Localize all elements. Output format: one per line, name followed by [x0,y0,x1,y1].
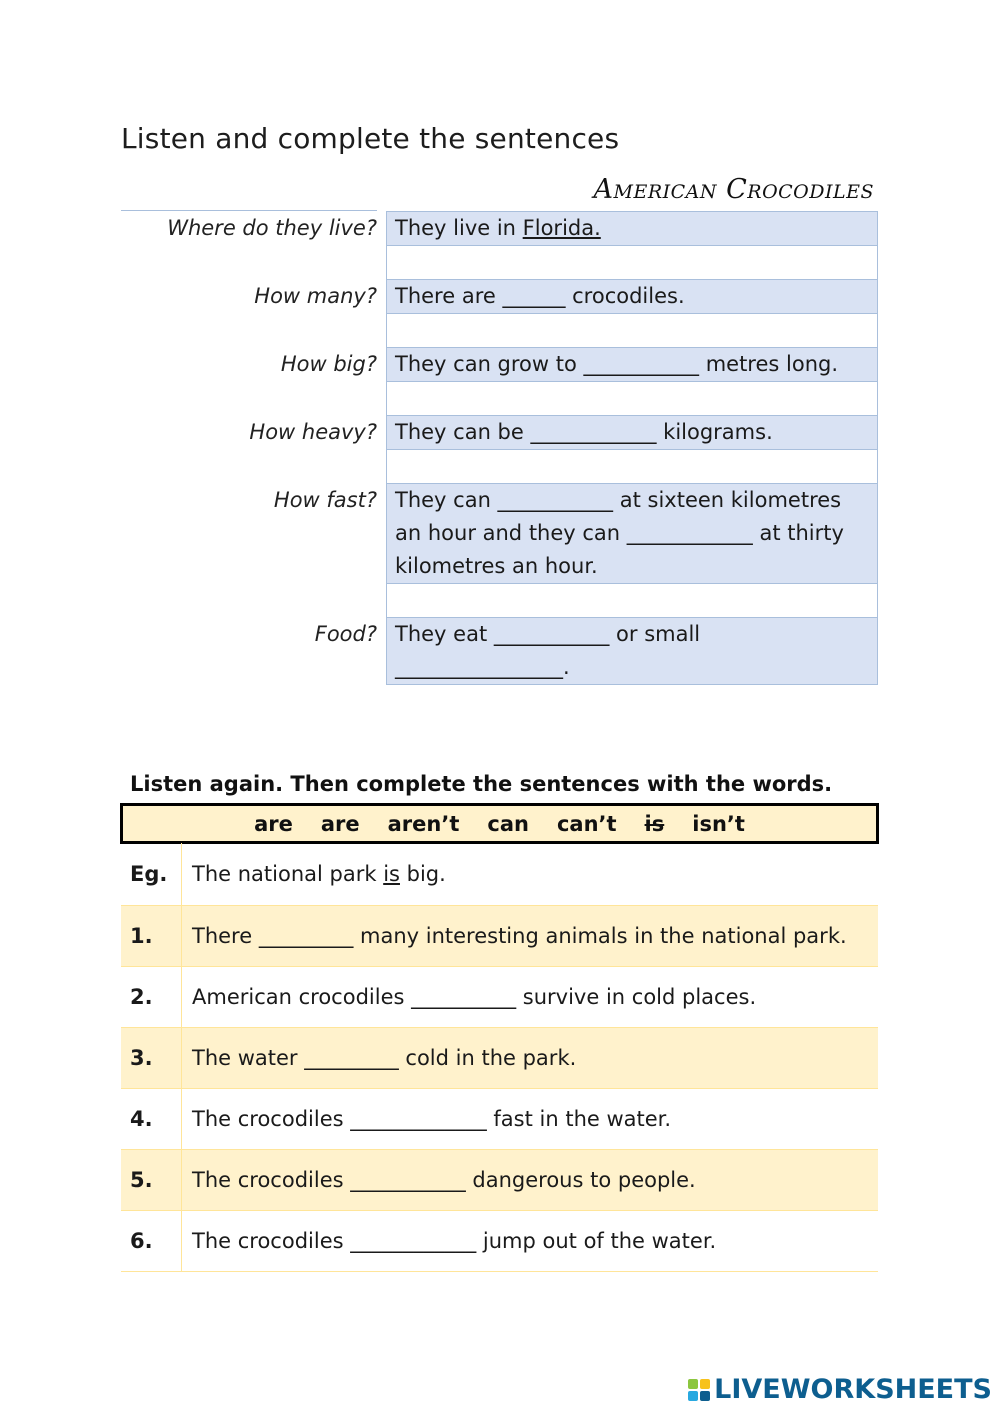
question-label: How heavy? [249,419,377,444]
answer-cell[interactable]: They eat ___________ or small ________________. [387,618,878,685]
sentence[interactable]: The crocodiles ____________ jump out of the water. [182,1210,879,1271]
row-number: 4. [121,1088,182,1149]
qa-table [121,211,878,685]
sentence-answer: is [383,861,400,886]
answer-cell[interactable]: They can be ____________ kilograms. [387,416,878,450]
question-label: How big? [280,351,377,376]
question-label: How many? [254,283,377,308]
word-bank-item: are [320,811,360,836]
qa-row [121,484,878,584]
spacer-row [121,450,878,484]
row-number: 6. [121,1210,182,1271]
spacer-row [121,314,878,348]
answer-cell[interactable]: They can grow to ___________ metres long. [387,348,878,382]
row-number: 1. [121,905,182,966]
row-number: Eg. [121,843,182,905]
qa-row [121,212,878,246]
answer-cell[interactable]: There are ______ crocodiles. [387,280,878,314]
answer-cell[interactable]: They can ___________ at sixteen kilometres an hour and they can ____________ at thirty kilometres an hour. [387,484,878,584]
table-row [121,905,878,966]
row-number: 3. [121,1027,182,1088]
section-title: American Crocodiles [593,174,874,205]
spacer-row [121,246,878,280]
liveworksheets-logo[interactable] [688,1374,992,1405]
sentence-text: The national park [192,861,384,886]
question-label: Where do they live? [167,215,377,240]
table-row [121,1027,878,1088]
question-label: Food? [314,621,377,646]
qa-row [121,416,878,450]
table-row [121,1149,878,1210]
exercise-table [121,843,878,1272]
word-bank [120,803,879,844]
sentence-text: big. [399,861,446,886]
word-bank-item-used: is [644,811,665,836]
table-row [121,966,878,1027]
sentence[interactable]: The crocodiles ___________ dangerous to people. [182,1149,879,1210]
qa-row [121,280,878,314]
example-row [121,843,878,905]
word-bank-item: can’t [556,811,617,836]
word-bank-item: can [487,811,529,836]
question-label: How fast? [273,487,377,512]
row-number: 5. [121,1149,182,1210]
answer-cell [387,212,878,246]
table-row [121,1210,878,1271]
page-title: Listen and complete the sentences [121,122,620,155]
word-bank-item: aren’t [387,811,460,836]
sentence[interactable]: American crocodiles __________ survive in cold places. [182,966,879,1027]
sentence[interactable]: The water _________ cold in the park. [182,1027,879,1088]
logo-text: LIVEWORKSHEETS [714,1374,992,1405]
part2-instruction: Listen again. Then complete the sentences with the words. [130,772,833,796]
sentence[interactable]: The crocodiles _____________ fast in the water. [182,1088,879,1149]
spacer-row [121,382,878,416]
sentence[interactable]: There _________ many interesting animals in the national park. [182,905,879,966]
word-bank-item: are [254,811,293,836]
sentence [182,843,879,905]
answer-text: They live in [395,216,523,240]
qa-row [121,348,878,382]
qa-row [121,618,878,685]
logo-mark-icon [688,1379,710,1401]
table-row [121,1088,878,1149]
row-number: 2. [121,966,182,1027]
answer-underlined: Florida. [522,216,601,240]
word-bank-item: isn’t [692,811,745,836]
spacer-row [121,584,878,618]
